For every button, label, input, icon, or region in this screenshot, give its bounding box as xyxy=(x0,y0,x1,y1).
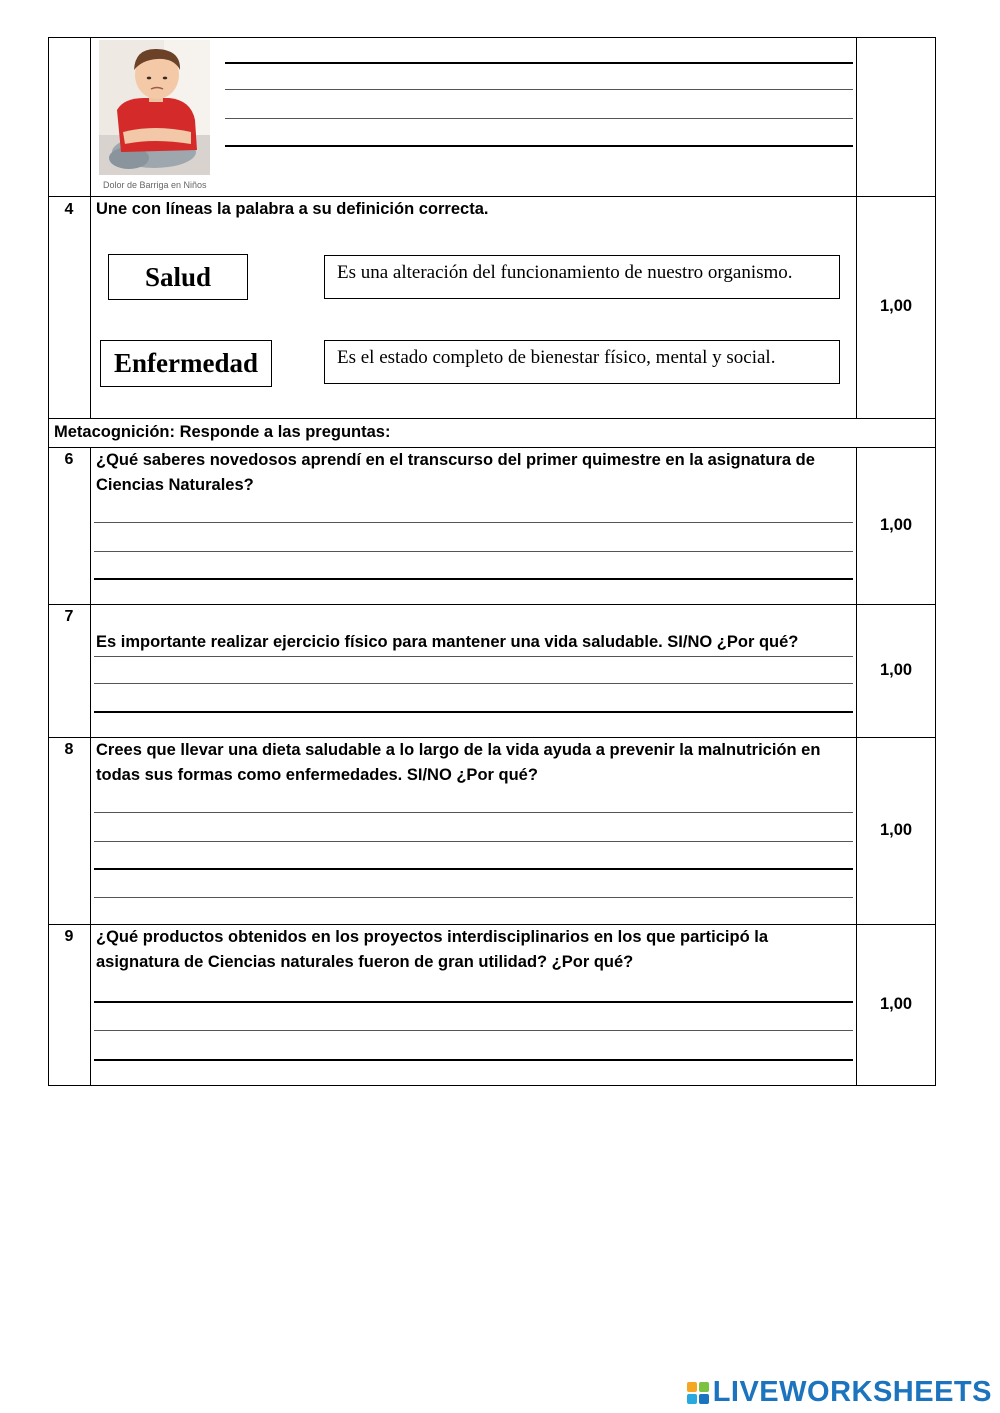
definition-box[interactable]: Es una alteración del funcionamiento de nuestro organismo. xyxy=(324,255,840,299)
liveworksheets-logo-icon xyxy=(687,1382,709,1404)
answer-line[interactable] xyxy=(94,868,853,870)
answer-line[interactable] xyxy=(94,578,853,580)
answer-line[interactable] xyxy=(94,551,853,552)
section-title: Metacognición: Responde a las preguntas: xyxy=(54,423,391,441)
answer-line[interactable] xyxy=(94,1001,853,1003)
answer-line[interactable] xyxy=(225,62,853,64)
answer-line[interactable] xyxy=(94,812,853,813)
row-divider xyxy=(48,604,936,605)
question-text: Es importante realizar ejercicio físico para mantener una vida saludable. SI/NO ¿Por qué? xyxy=(96,633,799,651)
answer-line[interactable] xyxy=(225,118,853,119)
question-number: 8 xyxy=(64,741,74,758)
question-number: 6 xyxy=(64,451,74,468)
question-text: ¿Qué productos obtenidos en los proyectos interdisciplinarios en los que participó la asignatura de Ciencias naturales fueron de gran utilidad? ¿Por qué? xyxy=(96,928,769,971)
answer-line[interactable] xyxy=(94,683,853,684)
score-value: 1,00 xyxy=(879,297,913,315)
answer-line[interactable] xyxy=(94,656,853,657)
table-right-border xyxy=(935,37,936,1086)
child-stomach-ache-image xyxy=(99,40,210,175)
answer-line[interactable] xyxy=(94,897,853,898)
score-value: 1,00 xyxy=(879,995,913,1013)
score-value: 1,00 xyxy=(879,821,913,839)
liveworksheets-logo xyxy=(687,1376,992,1409)
word-box-enfermedad[interactable]: Enfermedad xyxy=(100,340,272,387)
answer-line[interactable] xyxy=(94,711,853,713)
question-text: ¿Qué saberes novedosos aprendí en el transcurso del primer quimestre en la asignatura de Ciencias Naturales? xyxy=(96,451,815,494)
question-text: Crees que llevar una dieta saludable a lo largo de la vida ayuda a prevenir la malnutrición en todas sus formas como enfermedades. SI/NO ¿Por qué? xyxy=(96,741,821,784)
score-value: 1,00 xyxy=(879,516,913,534)
score-column-divider xyxy=(856,37,857,418)
answer-line[interactable] xyxy=(225,145,853,147)
number-column-divider xyxy=(90,447,91,1086)
score-column-divider xyxy=(856,447,857,1086)
image-caption: Dolor de Barriga en Niños xyxy=(103,180,207,190)
answer-line[interactable] xyxy=(94,1059,853,1061)
question-number: 4 xyxy=(64,201,74,218)
answer-line[interactable] xyxy=(94,1030,853,1031)
question-number: 7 xyxy=(64,608,74,625)
number-column-divider xyxy=(90,37,91,418)
score-value: 1,00 xyxy=(879,661,913,679)
answer-line[interactable] xyxy=(225,89,853,90)
question-number: 9 xyxy=(64,928,74,945)
definition-box[interactable]: Es el estado completo de bienestar físico, mental y social. xyxy=(324,340,840,384)
answer-line[interactable] xyxy=(94,522,853,523)
row-divider xyxy=(48,418,936,419)
logo-text: LIVEWORKSHEETS xyxy=(712,1376,992,1408)
answer-line[interactable] xyxy=(94,841,853,842)
table-bottom-border xyxy=(48,1085,936,1086)
word-box-salud[interactable]: Salud xyxy=(108,254,248,300)
table-top-border xyxy=(48,37,936,38)
question-text: Une con líneas la palabra a su definición correcta. xyxy=(96,200,489,218)
child-stomach-ache-illustration xyxy=(99,40,210,175)
